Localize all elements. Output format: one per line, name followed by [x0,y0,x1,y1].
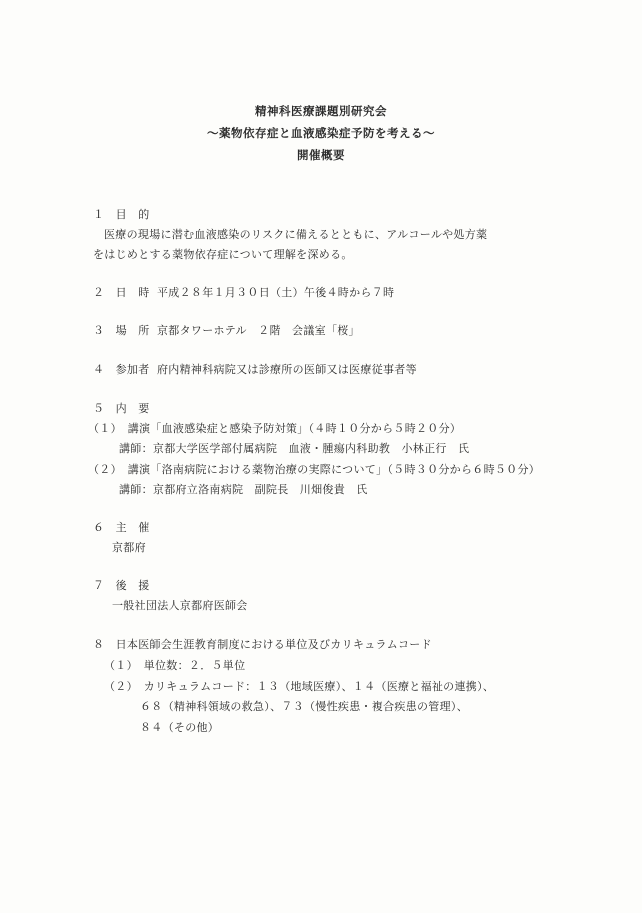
section-date-value: 平成２８年１月３０日（土）午後４時から７時 [157,286,395,299]
section-purpose-label: １ 目 的 [93,208,150,221]
section-organizer-value: 京都府 [112,541,146,554]
credits-units: （１） 単位数：２．５単位 [104,659,246,672]
credits-codes-2: ６８（精神科領域の救急）、７３（慢性疾患・複合疾患の管理）、 [140,700,468,713]
section-organizer-label: ６ 主 催 [93,521,150,534]
lecturer-1: 講師：京都大学医学部付属病院 血液・腫瘍内科助教 小林正行 氏 [119,442,470,455]
section-support-value: 一般社団法人京都府医師会 [112,599,248,612]
section-purpose-text-1: 医療の現場に潜む血液感染のリスクに備えるとともに、アルコールや処方薬 [104,228,488,241]
document-title: 精神科医療課題別研究会 [255,104,387,118]
section-venue-value: 京都タワーホテル ２階 会議室「桜」 [157,324,360,337]
document-heading: 開催概要 [297,148,345,162]
section-content-label: ５ 内 要 [93,402,150,415]
lecture-1: （１） 講演「血液感染症と感染予防対策」（４時１０分から５時２０分） [88,422,462,435]
section-date-label: ２ 日 時 [93,286,150,299]
lecturer-2: 講師：京都府立洛南病院 副院長 川畑俊貴 氏 [119,483,368,496]
lecture-2: （２） 講演「洛南病院における薬物治療の実際について」（５時３０分から６時５０分） [88,463,541,476]
credits-codes-1: （２） カリキュラムコード：１３（地域医療）、１４（医療と福祉の連携）、 [104,680,495,693]
section-credits-label: ８ 日本医師会生涯教育制度における単位及びカリキュラムコード [93,638,432,651]
document-subtitle: ～薬物依存症と血液感染症予防を考える～ [207,126,435,140]
section-venue-label: ３ 場 所 [93,324,150,337]
section-participants-value: 府内精神科病院又は診療所の医師又は医療従事者等 [157,363,417,376]
section-participants-label: ４ 参加者 [93,363,150,376]
section-support-label: ７ 後 援 [93,579,150,592]
credits-codes-3: ８４（その他） [140,721,220,734]
section-purpose-text-2: をはじめとする薬物依存症について理解を深める。 [93,248,353,261]
